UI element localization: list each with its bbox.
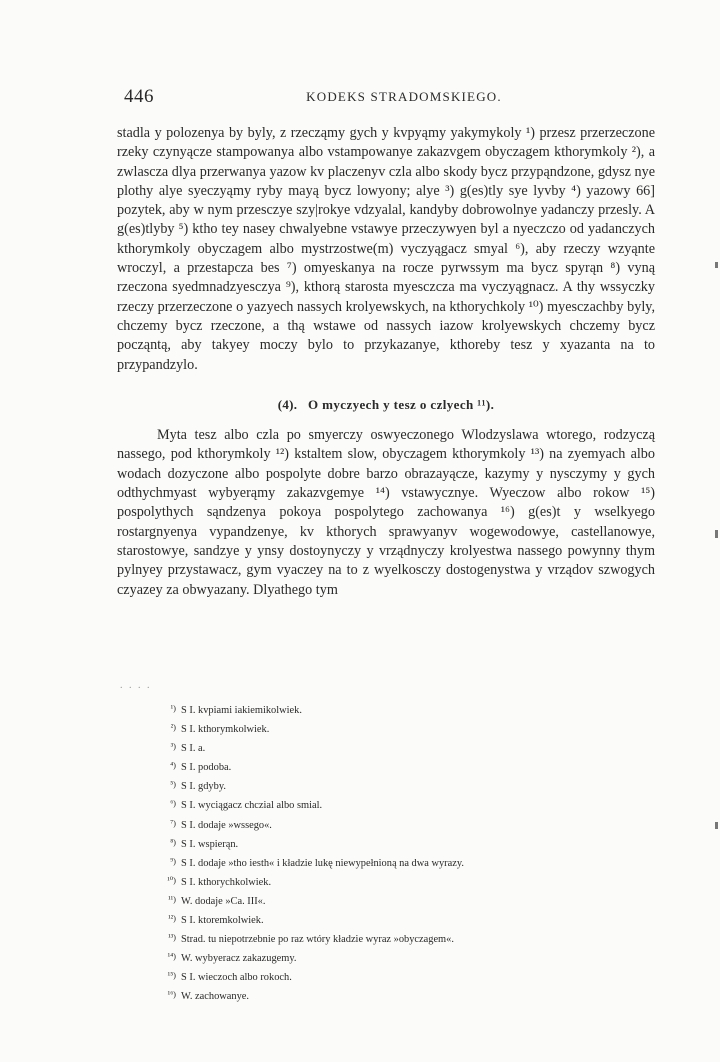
footnote-marker: ³) (170, 741, 176, 752)
footnote (152, 719, 612, 738)
footnote (152, 757, 612, 776)
footnote-marker: ¹¹) (168, 893, 176, 904)
footnote-text: S I. ktoremkolwiek. (181, 915, 264, 927)
footnote-marker: ¹⁰) (167, 874, 176, 885)
footnote-marker: ⁴) (170, 760, 176, 771)
footnote (152, 872, 612, 891)
paragraph-2: Myta tesz albo czla po smyerczy oswyeczonego Wlodzyslawa wtorego, rodzyczą nassego, pod kthorymkoly ¹²) kstaltem slow, obyczagem kthorymkoly ¹³) na zyemyach albo wodach dozyczone albo pospolyte dobre barzo obrazayącze, kazymy y nysczymy y gych odthychmyast wybyerąmy zakazvgemye ¹⁴) vstawycznye. Wyeczow albo rokow ¹⁵) pospolythych sąndzenya pokoya pospolytego zachowanya ¹⁶) g(es)t y wselkyego rostargnyenya vypandzenye, kv kthorych sprawyanyv wogewodowye, castellanowye, starostowye, sandzye y ynsy dostoynyczy y vrządnyczy krolyestwa nassego powynny thym pylnyey przystawacz, gym vyaczey na to z wyelkosczy dostogenystwa y vrządov szwogych czyazey za obwyazany. Dlyathego tym (117, 427, 655, 598)
footnote (152, 929, 612, 948)
footnote-text: S I. gdyby. (181, 781, 226, 793)
footnote (152, 910, 612, 929)
footnote-marker: ⁸) (170, 836, 176, 847)
footnote (152, 738, 612, 757)
section-title: O myczyech y tesz o czlyech ¹¹). (307, 396, 495, 412)
footnote-text: S I. wspierąn. (181, 838, 239, 850)
footnote (152, 700, 612, 719)
footnote (152, 795, 612, 814)
footnote-text: S I. dodaje »tho iesth« i kładzie lukę niewypełnioną na dwa wyrazy. (181, 857, 464, 869)
footnote-marker: ⁵) (170, 779, 176, 790)
footnote (152, 815, 612, 834)
footnote-text: S I. kthorychkolwiek. (181, 876, 272, 888)
footnote-marker: ¹⁶) (167, 989, 176, 1000)
footnote-text: S I. kthorymkolwiek. (181, 724, 270, 736)
section-number: (4). (277, 396, 298, 412)
footnote-marker: ⁶) (170, 798, 176, 809)
footnote-text: S I. wyciągacz chczial albo smial. (181, 800, 323, 812)
footnote-marker: ¹²) (168, 913, 176, 924)
footnote (152, 986, 612, 1005)
footnote-text: W. zachowanye. (181, 991, 249, 1003)
scan-edge-mark (715, 262, 718, 268)
footnote (152, 853, 612, 872)
footnote (152, 891, 612, 910)
footnote-marker: ²) (170, 722, 176, 733)
footnote-divider: . . . . (120, 680, 152, 691)
scan-edge-mark (715, 530, 718, 538)
page-header (124, 86, 684, 110)
footnote-marker: ¹⁴) (167, 951, 176, 962)
section-heading (117, 395, 655, 414)
footnotes-list (152, 700, 612, 1006)
footnote-text: S I. wieczoch albo rokoch. (181, 972, 292, 984)
footnote-text: S I. dodaje »wssego«. (181, 819, 272, 831)
footnote-marker: ¹⁵) (167, 970, 176, 981)
footnote (152, 776, 612, 795)
footnote-text: S I. kvpiami iakiemikolwiek. (181, 705, 302, 716)
footnote-text: Strad. tu niepotrzebnie po raz wtóry kładzie wyraz »obyczagem«. (181, 934, 454, 946)
footnote-text: W. dodaje »Ca. III«. (181, 895, 266, 907)
running-title: KODEKS STRADOMSKIEGO. (306, 89, 502, 104)
footnote-text: W. wybyeracz zakazugemy. (181, 953, 297, 965)
footnote-text: S I. podoba. (181, 762, 232, 774)
footnote (152, 834, 612, 853)
footnote (152, 967, 612, 986)
footnote-text: S I. a. (181, 743, 206, 755)
footnote-marker: ¹) (170, 703, 176, 713)
footnote-marker: ¹³) (168, 932, 176, 943)
footnote (152, 948, 612, 967)
main-text (117, 124, 655, 600)
footnote-marker: ⁹) (170, 855, 176, 866)
paragraph-1: stadla y polozenya by byly, z rzecząmy gych y kvpyąmy yakymykoly ¹) przesz przerzeczone rzeky czynyącze stampowanya albo vstampowanye zakazvgem obyczagem kthorymkoly ²), a zwlascza dlya przerwanya yazow kv placzenyv czla albo skody bycz przypąndzone, gdysz nye plothy alye syeczyąmy ryby mayą bycz lowyony; alye ³) g(es)tly sye lyvby ⁴) yazowy 66] pozytek, aby w nym przesczye szy|rokye vdzyalal, kandyby dobrowolnye yadanczy przesly. A g(es)tlyby ⁵) ktho tey nasey chwalyebne vstawye przeczywyen byl a nyeczczo od yadanczych kthorymkoly obyczagem albo mystrzostwe(m) vyczyągacz smyal ⁶), aby rzeczy wzyąnte wroczyl, a przestapcza bes ⁷) omyeskanya na rocze pyrwssym ma bycz spyrąn ⁸) vyną rzeczona syedmnadzyesczya ⁹), kthorą starosta myesczcza ma vyczyągnacz. A thy wssyczky rzeczy przerzeczone o yazyech nassych krolyewskych, na kthorychkoly ¹⁰) myesczachby byly, chczemy bycz rzeczone, a thą wstawe od nassych iazow krolyewskych chczemy bycz począntą, aby takyey moczy bylo to przykazanye, kthoreby tesz y xyazanta na to przypandzylo. (117, 125, 655, 373)
footnote-marker: ⁷) (170, 817, 176, 828)
scan-edge-mark (715, 822, 718, 829)
page-number: 446 (124, 86, 154, 107)
